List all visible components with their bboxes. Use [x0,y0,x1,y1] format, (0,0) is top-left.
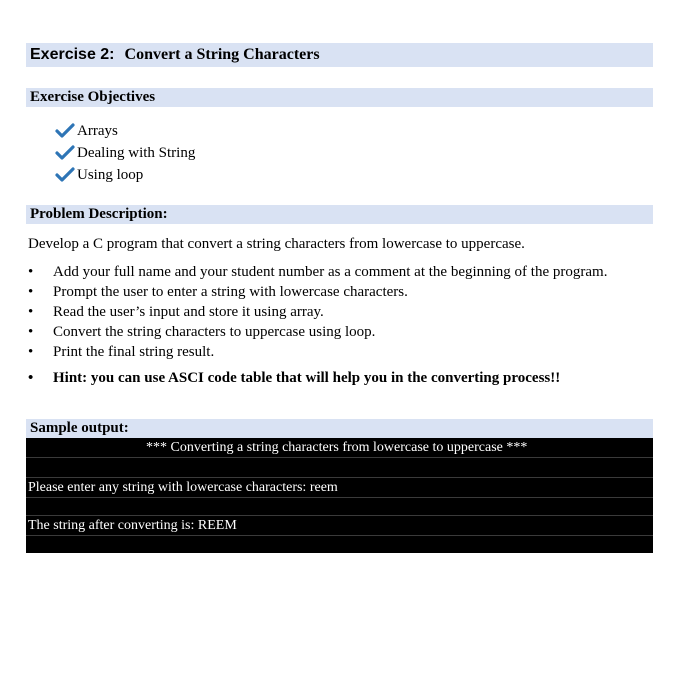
checkmark-icon [55,122,75,140]
requirement-item [28,302,668,322]
problem-heading: Problem Description: [26,205,653,224]
console-row [26,478,653,498]
objective-item [55,120,195,142]
bullet-icon: • [28,370,34,386]
requirement-item [28,322,668,342]
checkmark-icon [55,166,75,184]
objective-item [55,164,195,186]
objective-item [55,142,195,164]
requirement-item [28,262,668,282]
console-row [26,458,653,478]
console-row [26,438,653,458]
console-row [26,498,653,516]
objective-label: Using loop [77,167,144,183]
objective-label: Dealing with String [77,145,196,161]
requirement-text: Prompt the user to enter a string with lowercase characters. [53,284,408,300]
requirement-text: Convert the string characters to uppercase using loop. [53,324,376,340]
bullet-icon: • [28,324,34,340]
bullet-icon: • [28,304,34,320]
console-banner-line: *** Converting a string characters from lowercase to uppercase *** [146,440,528,455]
requirement-text: Print the final string result. [53,344,215,360]
problem-intro: Develop a C program that convert a string characters from lowercase to uppercase. [28,236,525,252]
exercise-label: Exercise 2: [30,46,115,63]
exercise-title: Convert a String Characters [124,46,320,63]
objective-label: Arrays [77,123,118,139]
requirement-item [28,342,668,362]
requirement-text: Read the user’s input and store it using array. [53,304,324,320]
requirement-item [28,282,668,302]
bullet-icon: • [28,344,34,360]
requirements-list [28,262,668,388]
sample-output-heading: Sample output: [26,419,653,438]
objectives-list [55,120,195,186]
hint-item [28,368,668,388]
console-row [26,516,653,536]
sample-output-console [26,438,653,553]
bullet-icon: • [28,284,34,300]
hint-text: Hint: you can use ASCI code table that will help you in the converting process!! [53,370,561,386]
requirement-text: Add your full name and your student number as a comment at the beginning of the program. [53,264,608,280]
checkmark-icon [55,144,75,162]
bullet-icon: • [28,264,34,280]
exercise-title-band [26,43,653,67]
console-prompt-line: Please enter any string with lowercase characters: reem [28,480,338,495]
console-result-line: The string after converting is: REEM [28,518,237,533]
objectives-heading: Exercise Objectives [26,88,653,107]
